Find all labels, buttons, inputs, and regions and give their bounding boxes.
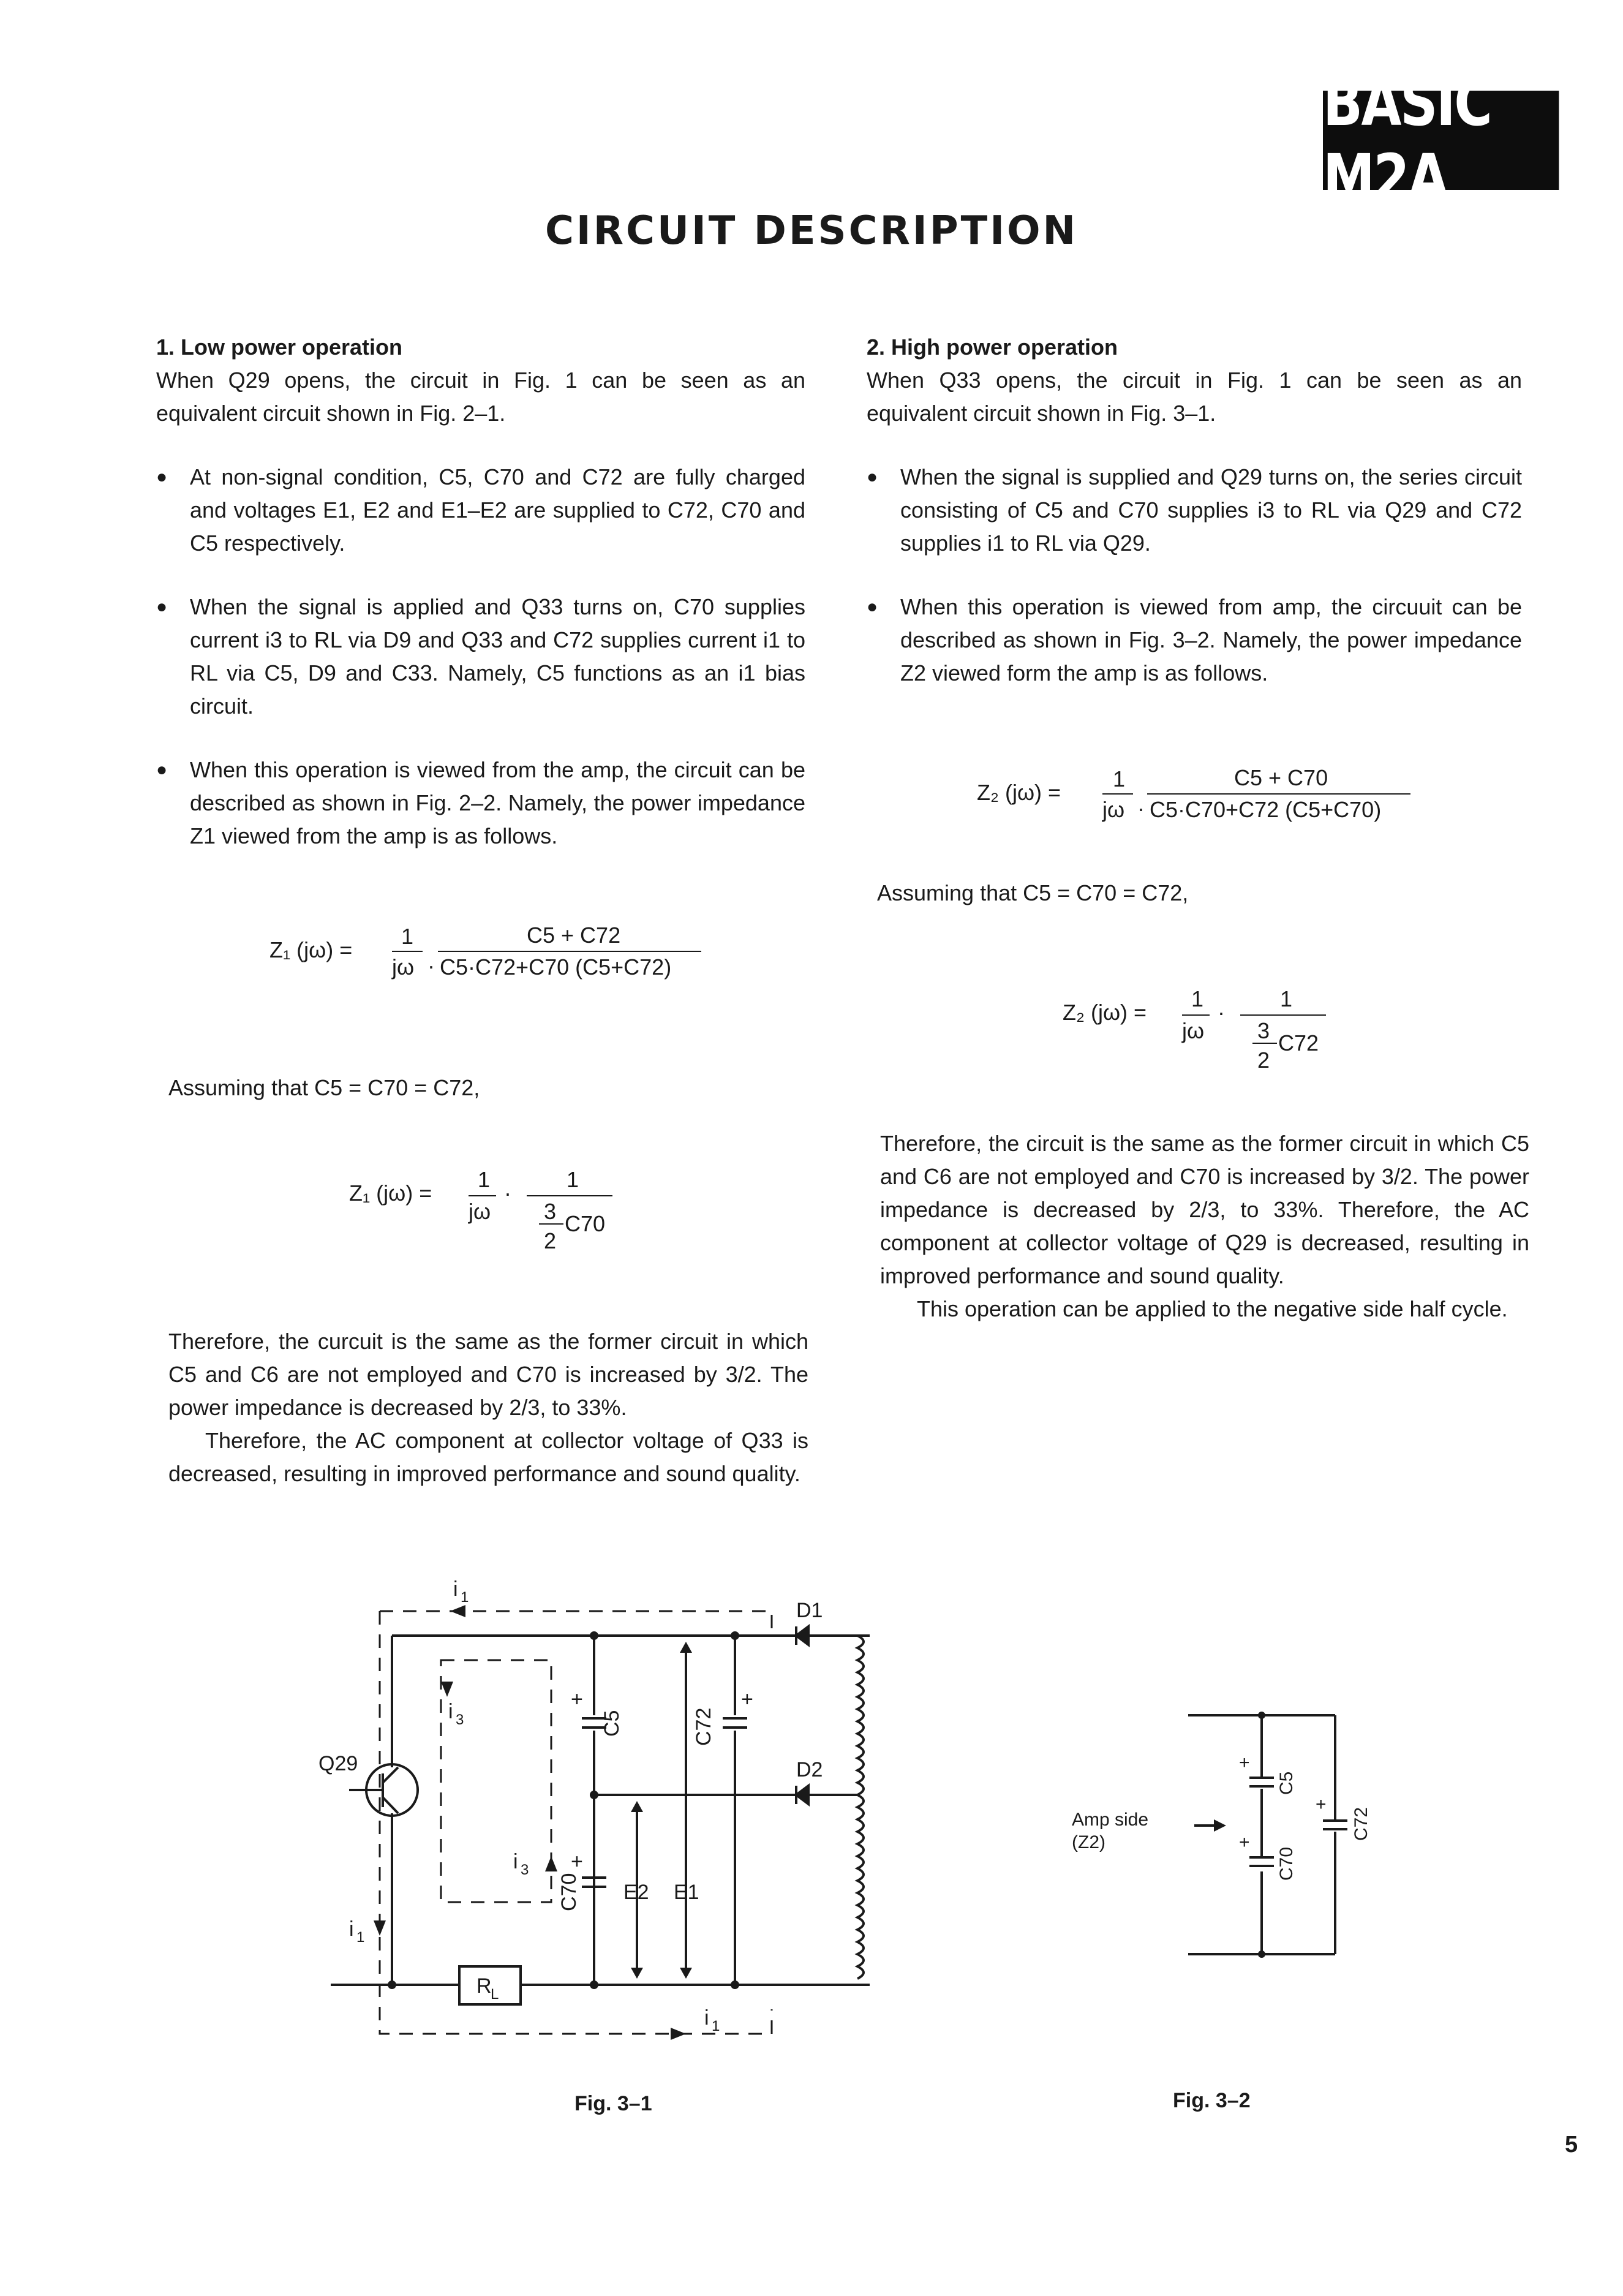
formula-z2-general <box>977 763 1442 830</box>
formula-lhs: Z₁ (jω) = <box>269 937 353 962</box>
label-plus: + <box>1316 1794 1327 1815</box>
right-conclusion <box>880 1127 1529 1326</box>
label-amp-side: Amp side <box>1072 1810 1149 1830</box>
bullet-item: ● When this operation is viewed from amp, the circuuit can be described as shown in Fig. 3–2. Namely, the power impedance Z2 viewed form the amp is as follows. <box>867 591 1522 690</box>
formula-lhs: Z₁ (jω) = <box>349 1180 432 1206</box>
label-plus: + <box>1239 1832 1250 1852</box>
conclusion-text: This operation can be applied to the negative side half cycle. <box>917 1296 1508 1321</box>
section-intro: When Q33 opens, the circuit in Fig. 1 can be seen as an equivalent circuit shown in Fig. 3–1. <box>867 368 1522 426</box>
fraction-three: 3 <box>1257 1018 1270 1043</box>
bullet-item: ● When the signal is applied and Q33 turns on, C70 supplies current i3 to RL via D9 and Q33 and C72 supplies current i1 to RL via C5, D9 and C33. Namely, C5 functions as an i1 bias circuit. <box>156 591 805 723</box>
label-c72: C72 <box>1351 1807 1371 1841</box>
bullet-item: ● When the signal is supplied and Q29 turns on, the series circuit consisting of C5 and C70 supplies i3 to RL via Q29 and C72 supplies i1 to RL via Q29. <box>867 461 1522 560</box>
label-plus: + <box>741 1688 753 1711</box>
formula-z1-general <box>269 919 735 986</box>
formula-lhs: Z₂ (jω) = <box>977 780 1061 805</box>
page-title: CIRCUIT DESCRIPTION <box>544 208 1079 254</box>
assumption-text: Assuming that C5 = C70 = C72, <box>877 880 1189 905</box>
label-plus: + <box>571 1850 583 1873</box>
label-i1-sub: 1 <box>712 2018 720 2034</box>
label-d2: D2 <box>796 1758 823 1781</box>
label-i1: i <box>349 1917 354 1941</box>
assumption-text: Assuming that C5 = C70 = C72, <box>168 1075 480 1100</box>
label-i1-sub: 1 <box>461 1589 469 1606</box>
label-q29: Q29 <box>318 1752 358 1775</box>
formula-one: 1 <box>1191 986 1204 1011</box>
formula-jw: jω <box>469 1199 491 1224</box>
formula-jw: jω <box>392 954 415 980</box>
label-c72: C72 <box>692 1707 715 1746</box>
label-i3-sub: 3 <box>521 1862 529 1878</box>
right-column <box>867 331 1522 690</box>
label-c5: C5 <box>1276 1771 1297 1795</box>
formula-denominator: C5·C72+C70 (C5+C72) <box>440 954 672 980</box>
formula-capacitor: C70 <box>565 1211 606 1236</box>
left-conclusion <box>168 1325 808 1490</box>
label-e1: E1 <box>674 1881 699 1904</box>
label-rl-sub: L <box>491 1986 499 2003</box>
figure-caption: Fig. 3–1 <box>574 2092 652 2115</box>
conclusion-text: Therefore, the curcuit is the same as the former circuit in which C5 and C6 are not employed and C70 is increased by 3/2. The power impedance is decreased by 2/3, to 33%. <box>168 1329 808 1420</box>
label-rl: R <box>476 1974 492 1998</box>
formula-one: 1 <box>401 924 414 949</box>
formula-one: 1 <box>478 1167 491 1192</box>
fraction-two: 2 <box>544 1228 557 1253</box>
formula-jw: jω <box>1102 797 1125 822</box>
formula-dot: · <box>1137 796 1145 821</box>
formula-z2-simplified <box>1063 986 1344 1090</box>
page-number: 5 <box>1565 2132 1578 2158</box>
formula-numerator: C5 + C72 <box>527 923 621 948</box>
figure-caption: Fig. 3–2 <box>1173 2089 1251 2112</box>
brand-logo: BASIC M2A <box>1323 91 1559 190</box>
label-i3: i <box>513 1850 518 1873</box>
label-e2: E2 <box>623 1881 649 1904</box>
formula-one: 1 <box>1113 766 1126 791</box>
label-c70: C70 <box>557 1873 581 1911</box>
formula-dot: · <box>427 953 435 978</box>
bullet-item: ● At non-signal condition, C5, C70 and C72 are fully charged and voltages E1, E2 and E1–E2 are supplied to C72, C70 and C5 respectively. <box>156 461 805 560</box>
fraction-three: 3 <box>544 1199 557 1224</box>
section-heading: 1. Low power operation <box>156 334 403 360</box>
formula-jw: jω <box>1182 1018 1205 1043</box>
label-c70: C70 <box>1276 1846 1297 1881</box>
formula-denominator: C5·C70+C72 (C5+C70) <box>1150 797 1382 822</box>
formula-numerator: 1 <box>1280 986 1293 1011</box>
label-i1: i <box>704 2006 709 2030</box>
formula-lhs: Z₂ (jω) = <box>1063 1000 1147 1025</box>
bullet-item: ● When this operation is viewed from the amp, the circuit can be described as shown in Fig. 2–2. Namely, the power impedance Z1 viewed from the amp is as follows. <box>156 753 805 853</box>
label-i1: i <box>453 1577 458 1601</box>
formula-numerator: C5 + C70 <box>1234 765 1328 790</box>
conclusion-text: Therefore, the AC component at collector voltage of Q33 is decreased, resulting in improved performance and sound quality. <box>168 1428 808 1486</box>
label-i3: i <box>448 1700 453 1723</box>
label-plus: + <box>1239 1753 1250 1773</box>
formula-dot: · <box>504 1180 511 1206</box>
label-z2: (Z2) <box>1072 1832 1105 1852</box>
fraction-two: 2 <box>1257 1048 1270 1073</box>
label-i1-sub: 1 <box>356 1929 365 1946</box>
label-i3-sub: 3 <box>456 1712 464 1728</box>
label-plus: + <box>571 1688 583 1711</box>
conclusion-text: Therefore, the circuit is the same as the former circuit in which C5 and C6 are not employed and C70 is increased by 3/2. The power impedance is decreased by 2/3, to 33%. Therefore, the AC component at collector voltage of Q29 is decreased, resulting in improved performance and sound quality. <box>880 1131 1529 1288</box>
formula-numerator: 1 <box>567 1167 579 1192</box>
formula-z1-simplified <box>349 1167 631 1271</box>
section-heading: 2. High power operation <box>867 334 1118 360</box>
left-column <box>156 331 805 853</box>
figure-3-1-circuit <box>318 1568 906 2058</box>
figure-3-2-equivalent <box>1066 1703 1384 1973</box>
label-d1: D1 <box>796 1599 823 1622</box>
section-intro: When Q29 opens, the circuit in Fig. 1 can be seen as an equivalent circuit shown in Fig. 2–1. <box>156 368 805 426</box>
formula-dot: · <box>1218 1000 1225 1025</box>
label-c5: C5 <box>600 1710 623 1737</box>
formula-capacitor: C72 <box>1278 1030 1319 1055</box>
